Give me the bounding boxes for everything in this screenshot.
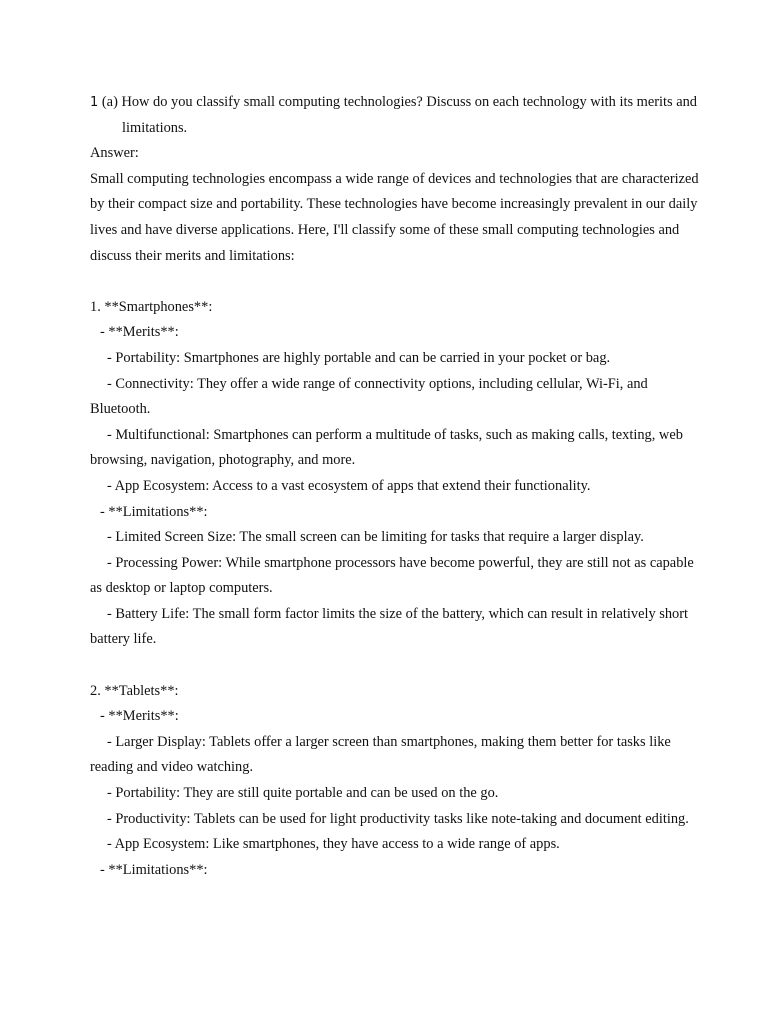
tablets-merit-item-continued: reading and video watching. [90, 759, 254, 776]
smartphones-limitation-item: - Limited Screen Size: The small screen can be limiting for tasks that require a larger display. [107, 529, 644, 546]
answer-label: Answer: [90, 145, 139, 162]
smartphones-merits-heading: - **Merits**: [100, 324, 179, 341]
smartphones-limitation-item: - Battery Life: The small form factor limits the size of the battery, which can result in relatively short [107, 605, 689, 622]
question-line [90, 90, 712, 116]
tablets-merits-heading: - **Merits**: [100, 708, 179, 725]
smartphones-limitation-item: - Processing Power: While smartphone processors have become powerful, they are still not as capable [107, 554, 694, 571]
tablets-heading: 2. **Tablets**: [90, 682, 179, 699]
question-number: 1 [90, 95, 99, 110]
blank-line [90, 269, 712, 295]
tablets-merit-item: - Larger Display: Tablets offer a larger screen than smartphones, making them better for tasks like [107, 733, 671, 750]
smartphones-merit-item: - Connectivity: They offer a wide range of connectivity options, including cellular, Wi-Fi, and [107, 375, 648, 392]
smartphones-merit-item: - Multifunctional: Smartphones can perform a multitude of tasks, such as making calls, texting, web [107, 426, 683, 443]
smartphones-heading: 1. **Smartphones**: [90, 298, 213, 315]
intro-line: discuss their merits and limitations: [90, 247, 295, 264]
intro-line: by their compact size and portability. These technologies have become increasingly prevalent in our daily [90, 196, 698, 213]
tablets-merit-item: - Portability: They are still quite portable and can be used on the go. [107, 785, 499, 802]
smartphones-limitations-heading: - **Limitations**: [100, 503, 208, 520]
smartphones-merit-item-continued: Bluetooth. [90, 401, 151, 418]
smartphones-merit-item: - Portability: Smartphones are highly portable and can be carried in your pocket or bag. [107, 349, 611, 366]
intro-line: lives and have diverse applications. Here, I'll classify some of these small computing technologies and [90, 221, 680, 238]
intro-line: Small computing technologies encompass a wide range of devices and technologies that are characterized [90, 170, 699, 187]
blank-line [90, 653, 712, 679]
tablets-limitations-heading: - **Limitations**: [100, 861, 208, 878]
tablets-merit-item: - App Ecosystem: Like smartphones, they have access to a wide range of apps. [107, 836, 560, 853]
question-text: (a) How do you classify small computing technologies? Discuss on each technology with its merits and [101, 94, 697, 110]
smartphones-merit-item: - App Ecosystem: Access to a vast ecosystem of apps that extend their functionality. [107, 477, 591, 494]
tablets-merit-item: - Productivity: Tablets can be used for light productivity tasks like note-taking and document editing. [107, 810, 689, 827]
smartphones-limitation-item-continued: as desktop or laptop computers. [90, 580, 273, 597]
smartphones-merit-item-continued: browsing, navigation, photography, and more. [90, 452, 356, 469]
document-body [90, 90, 712, 883]
question-line-continued: limitations. [122, 119, 188, 136]
smartphones-limitation-item-continued: battery life. [90, 631, 157, 648]
